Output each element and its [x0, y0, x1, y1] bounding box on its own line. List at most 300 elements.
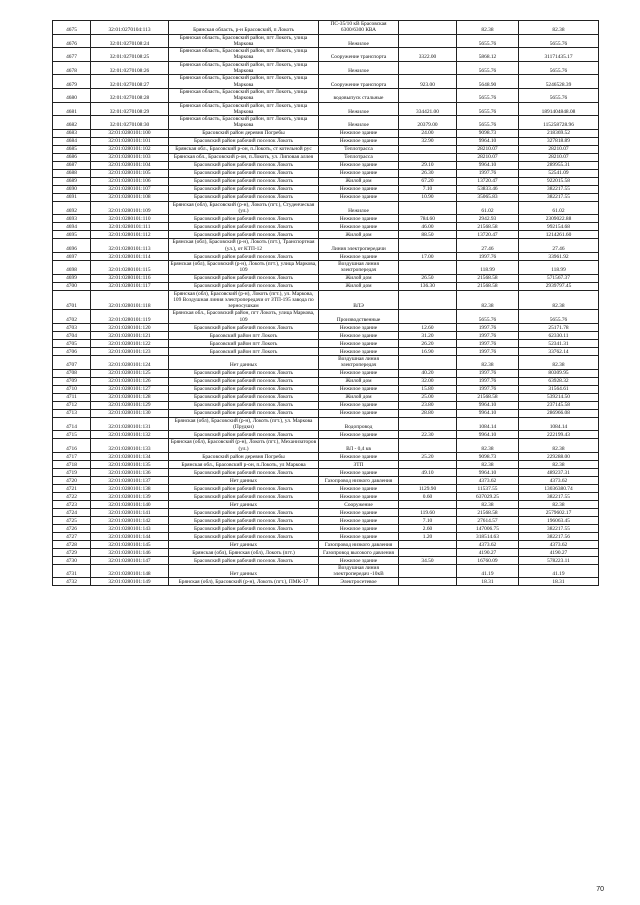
- cell-no: 4697: [53, 252, 91, 260]
- cell-name: Нежилое: [319, 201, 399, 215]
- cell-no: 4712: [53, 401, 91, 409]
- cell-name: Нежилое здание: [319, 508, 399, 516]
- cell-rate: 1997.76: [457, 369, 519, 377]
- table-row: [53, 417, 599, 431]
- cell-no: 4676: [53, 34, 91, 48]
- cell-name: Нежилое здание: [319, 223, 399, 231]
- cell-name: водовыпуск стальные: [319, 88, 399, 102]
- cell-address: Брянская область, Брасовский район, пгт Локоть, улица Маркова: [169, 75, 319, 89]
- cell-no: 4722: [53, 492, 91, 500]
- table-body: [53, 21, 599, 586]
- cell-no: 4700: [53, 282, 91, 290]
- cell-rate: 9964.10: [457, 137, 519, 145]
- cell-cadastre: 32:01:0280101:102: [91, 145, 169, 153]
- cell-cadastre: 32:01:0280101:116: [91, 274, 169, 282]
- cell-no: 4704: [53, 332, 91, 340]
- cell-address: Брасовский район рабочий поселок Локоть: [169, 137, 319, 145]
- table-row: [53, 409, 599, 417]
- cell-name: Нежилое здание: [319, 185, 399, 193]
- cell-address: Брасовский район рабочий поселок Локоть: [169, 185, 319, 193]
- cell-area: [399, 88, 457, 102]
- table-row: [53, 129, 599, 137]
- cell-no: 4692: [53, 201, 91, 215]
- cell-address: Нет данных: [169, 500, 319, 508]
- cell-address: Брасовский район деревня Погребы: [169, 129, 319, 137]
- cell-no: 4689: [53, 177, 91, 185]
- cell-name: Жилой дом: [319, 393, 399, 401]
- cell-address: Брасовский район рабочий поселок Локоть: [169, 393, 319, 401]
- table-row: [53, 385, 599, 393]
- cell-name: ВЛЭ: [319, 290, 399, 310]
- cell-name: Жилой дом: [319, 177, 399, 185]
- cell-rate: 1997.76: [457, 169, 519, 177]
- cell-name: Воздушная линия электропередач: [319, 356, 399, 370]
- cell-rate: 4190.27: [457, 548, 519, 556]
- cell-area: 2.60: [399, 524, 457, 532]
- cell-cadastre: 32:01:0280101:145: [91, 540, 169, 548]
- cell-rate: 2942.93: [457, 215, 519, 223]
- table-row: [53, 274, 599, 282]
- cell-value: 382217.55: [519, 185, 599, 193]
- cell-no: 4703: [53, 324, 91, 332]
- cell-cadastre: 32:01:0280101:121: [91, 332, 169, 340]
- cell-name: Нежилое здание: [319, 252, 399, 260]
- cell-rate: 1997.76: [457, 348, 519, 356]
- cell-name: Нежилое здание: [319, 215, 399, 223]
- cell-no: 4727: [53, 532, 91, 540]
- cell-cadastre: 32:01:0280101:101: [91, 137, 169, 145]
- cell-address: Брасовский район рабочий поселок Локоть: [169, 556, 319, 564]
- table-row: [53, 578, 599, 586]
- cell-value: 4190.27: [519, 548, 599, 556]
- cell-cadastre: 32:01:0280101:141: [91, 508, 169, 516]
- cell-address: Брасовский район рабочий поселок Локоть: [169, 524, 319, 532]
- cell-cadastre: 32:01:0280101:135: [91, 460, 169, 468]
- cell-rate: 21568.58: [457, 223, 519, 231]
- cell-no: 4688: [53, 169, 91, 177]
- cell-name: Нежилое здание: [319, 409, 399, 417]
- cell-no: 4717: [53, 452, 91, 460]
- cell-value: 33961.92: [519, 252, 599, 260]
- cell-address: Брянская область, Брасовский район, пгт Локоть, улица Маркова: [169, 88, 319, 102]
- cell-area: 26.30: [399, 169, 457, 177]
- cell-name: Водопровод: [319, 417, 399, 431]
- cell-address: Брасовский район рабочий поселок Локоть: [169, 169, 319, 177]
- cell-area: 23.80: [399, 401, 457, 409]
- cell-no: 4701: [53, 290, 91, 310]
- cell-address: Брянская (обл), Брасовский (р-н), Локоть (пгт.), улица Маркова, 109: [169, 260, 319, 274]
- cell-area: [399, 417, 457, 431]
- cell-area: 26.20: [399, 340, 457, 348]
- table-row: [53, 185, 599, 193]
- cell-address: Нет данных: [169, 356, 319, 370]
- cell-rate: 1997.76: [457, 385, 519, 393]
- cell-value: 18.31: [519, 578, 599, 586]
- cell-name: Нежилое здание: [319, 193, 399, 201]
- cell-cadastre: 32:01:0280101:112: [91, 231, 169, 239]
- cell-address: Брасовский район рабочий поселок Локоть: [169, 369, 319, 377]
- cell-value: 229288.00: [519, 452, 599, 460]
- cell-no: 4724: [53, 508, 91, 516]
- cell-address: Брасовский район рабочий поселок Локоть: [169, 401, 319, 409]
- cell-rate: 5655.76: [457, 88, 519, 102]
- cell-rate: 5655.76: [457, 61, 519, 75]
- cell-no: 4731: [53, 564, 91, 578]
- cell-rate: 82.38: [457, 439, 519, 453]
- cell-value: 489237.31: [519, 468, 599, 476]
- cell-rate: 82.38: [457, 500, 519, 508]
- cell-name: Линия электропередачи: [319, 239, 399, 253]
- cell-area: 67.20: [399, 177, 457, 185]
- cell-cadastre: 32:01:0280101:113: [91, 239, 169, 253]
- cell-name: Нежилое здание: [319, 385, 399, 393]
- cell-no: 4698: [53, 260, 91, 274]
- cell-area: 0.60: [399, 492, 457, 500]
- cell-no: 4682: [53, 116, 91, 130]
- cell-name: Газопровод низкого давления: [319, 476, 399, 484]
- cell-cadastre: 32:01:0280101:111: [91, 223, 169, 231]
- table-row: [53, 252, 599, 260]
- cell-name: Газопровод низкого давления: [319, 540, 399, 548]
- cell-no: 4706: [53, 348, 91, 356]
- cell-cadastre: 32:01:0280101:138: [91, 484, 169, 492]
- table-row: [53, 516, 599, 524]
- cell-no: 4729: [53, 548, 91, 556]
- cell-rate: 4373.62: [457, 476, 519, 484]
- table-row: [53, 116, 599, 130]
- cell-rate: 5655.76: [457, 310, 519, 324]
- cell-value: 52341.31: [519, 340, 599, 348]
- cell-address: Брасовский район рабочий поселок Локоть: [169, 193, 319, 201]
- cell-rate: 53833.46: [457, 185, 519, 193]
- cell-address: Брянская область, Брасовский район, пгт Локоть, улица Маркова: [169, 34, 319, 48]
- cell-name: Воздушная линия электропередач -10кВ: [319, 564, 399, 578]
- cell-area: 7.10: [399, 185, 457, 193]
- cell-cadastre: 32:01:0280101:144: [91, 532, 169, 540]
- cell-name: Нежилое здание: [319, 532, 399, 540]
- cell-address: Брянская область, р-н Брасовский, п Локоть: [169, 21, 319, 35]
- cell-name: ВЛ - 0,4 кв: [319, 439, 399, 453]
- cell-value: 237145.58: [519, 401, 599, 409]
- cell-no: 4725: [53, 516, 91, 524]
- cell-cadastre: 32:01:0280101:120: [91, 324, 169, 332]
- cell-rate: 637029.25: [457, 492, 519, 500]
- cell-value: 82.38: [519, 500, 599, 508]
- cell-value: 382217.55: [519, 193, 599, 201]
- cell-value: 82.38: [519, 21, 599, 35]
- cell-no: 4719: [53, 468, 91, 476]
- cell-no: 4696: [53, 239, 91, 253]
- cell-name: Нежилое здание: [319, 332, 399, 340]
- table-row: [53, 340, 599, 348]
- table-row: [53, 369, 599, 377]
- cell-name: Нежилое здание: [319, 516, 399, 524]
- cell-area: 34.50: [399, 556, 457, 564]
- cell-value: 2309022.88: [519, 215, 599, 223]
- cell-cadastre: 32:01:0280101:147: [91, 556, 169, 564]
- cell-cadastre: 32:01:0280101:105: [91, 169, 169, 177]
- table-row: [53, 290, 599, 310]
- table-row: [53, 239, 599, 253]
- cell-no: 4699: [53, 274, 91, 282]
- cell-address: Брянская (обл), Брасовский (р-н), Локоть (пгт.), ул. Маркова (Прудки): [169, 417, 319, 431]
- table-row: [53, 484, 599, 492]
- cell-rate: 35065.83: [457, 193, 519, 201]
- cell-name: Производственные: [319, 310, 399, 324]
- cell-area: 16.90: [399, 348, 457, 356]
- cell-area: 88.50: [399, 231, 457, 239]
- cell-area: 136.30: [399, 282, 457, 290]
- cell-value: 1214261.60: [519, 231, 599, 239]
- cell-no: 4709: [53, 377, 91, 385]
- cell-address: Брянская (обл), Брасовский (р-н), Локоть (пгт.), Студенческая (ул.): [169, 201, 319, 215]
- cell-name: Сооружение транспорта: [319, 48, 399, 62]
- cell-cadastre: 32:01:0270108:27: [91, 75, 169, 89]
- cell-name: Нежилое здание: [319, 324, 399, 332]
- cell-value: 63928.32: [519, 377, 599, 385]
- cell-value: 31171435.17: [519, 48, 599, 62]
- cell-no: 4720: [53, 476, 91, 484]
- table-row: [53, 564, 599, 578]
- cell-area: 15.80: [399, 385, 457, 393]
- table-row: [53, 548, 599, 556]
- cell-cadastre: 32:01:0280101:128: [91, 393, 169, 401]
- cell-address: Брянская (обл), Брасовский (р-н), Локоть (пгт.), ПМК-17: [169, 578, 319, 586]
- cell-rate: 9964.10: [457, 401, 519, 409]
- cell-no: 4711: [53, 393, 91, 401]
- table-row: [53, 61, 599, 75]
- cell-no: 4715: [53, 431, 91, 439]
- cell-area: [399, 145, 457, 153]
- cell-rate: 9098.73: [457, 129, 519, 137]
- cell-name: Нежилое здание: [319, 161, 399, 169]
- cell-area: [399, 548, 457, 556]
- cell-value: 4373.62: [519, 476, 599, 484]
- cell-address: Брасовский район рабочий поселок Локоть: [169, 252, 319, 260]
- cell-value: 1084.14: [519, 417, 599, 431]
- cell-area: 24.00: [399, 129, 457, 137]
- cell-rate: 28210.07: [457, 145, 519, 153]
- cell-name: Нежилое: [319, 102, 399, 116]
- table-row: [53, 508, 599, 516]
- cell-name: ПС-35/10 кВ Брасовская 6300/6300 КВА: [319, 21, 399, 35]
- cell-name: Жилой дом: [319, 377, 399, 385]
- cell-no: 4690: [53, 185, 91, 193]
- table-row: [53, 137, 599, 145]
- cell-no: 4705: [53, 340, 91, 348]
- table-row: [53, 169, 599, 177]
- table-row: [53, 532, 599, 540]
- table-row: [53, 492, 599, 500]
- cell-cadastre: 32:01:0280101:100: [91, 129, 169, 137]
- cell-rate: 82.38: [457, 21, 519, 35]
- cell-value: 82.38: [519, 439, 599, 453]
- table-row: [53, 393, 599, 401]
- cell-rate: 9964.10: [457, 468, 519, 476]
- cell-area: 31.20: [399, 332, 457, 340]
- cell-area: [399, 476, 457, 484]
- table-row: [53, 377, 599, 385]
- cell-cadastre: 32:01:0280101:107: [91, 185, 169, 193]
- cell-name: Жилой дом: [319, 231, 399, 239]
- cell-address: Брянская область, Брасовский район, пгт Локоть, улица Маркова: [169, 116, 319, 130]
- cell-no: 4685: [53, 145, 91, 153]
- cell-name: Нежилое здание: [319, 452, 399, 460]
- cell-cadastre: 32:01:0280101:149: [91, 578, 169, 586]
- cell-cadastre: 32:01:0270104:113: [91, 21, 169, 35]
- cell-name: Нежилое здание: [319, 492, 399, 500]
- table-row: [53, 282, 599, 290]
- cell-cadastre: 32:01:0280101:126: [91, 377, 169, 385]
- table-row: [53, 48, 599, 62]
- table-row: [53, 145, 599, 153]
- cell-address: Брянская область, Брасовский район, пгт Локоть, улица Маркова: [169, 48, 319, 62]
- cell-area: 923.00: [399, 75, 457, 89]
- cell-no: 4726: [53, 524, 91, 532]
- table-row: [53, 193, 599, 201]
- cell-name: Нежилое здание: [319, 468, 399, 476]
- cell-value: 922015.58: [519, 177, 599, 185]
- cell-address: Брасовский район рабочий поселок Локоть: [169, 431, 319, 439]
- cell-cadastre: 32:01:0280101:137: [91, 476, 169, 484]
- cell-value: 5655.76: [519, 61, 599, 75]
- table-row: [53, 34, 599, 48]
- table-row: [53, 356, 599, 370]
- cell-rate: 9964.10: [457, 409, 519, 417]
- cell-value: 25171.78: [519, 324, 599, 332]
- cell-value: 196063.45: [519, 516, 599, 524]
- cell-value: 62330.11: [519, 332, 599, 340]
- cell-value: 222199.43: [519, 431, 599, 439]
- table-row: [53, 401, 599, 409]
- cell-address: Брасовский район рабочий поселок Локоть: [169, 484, 319, 492]
- cell-cadastre: 32:01:0280101:114: [91, 252, 169, 260]
- cell-address: Брасовский район рабочий поселок Локоть: [169, 532, 319, 540]
- cell-value: 286966.08: [519, 409, 599, 417]
- cell-address: Брасовский район рабочий поселок Локоть: [169, 223, 319, 231]
- cell-rate: 82.38: [457, 356, 519, 370]
- cell-rate: 21568.58: [457, 282, 519, 290]
- cell-area: [399, 460, 457, 468]
- cell-cadastre: 32:01:0280101:122: [91, 340, 169, 348]
- cell-name: Нежилое здание: [319, 556, 399, 564]
- table-row: [53, 161, 599, 169]
- cell-cadastre: 32:01:0280101:139: [91, 492, 169, 500]
- cell-rate: 28210.07: [457, 153, 519, 161]
- cell-address: Брасовский район рабочий поселок Локоть: [169, 161, 319, 169]
- cell-area: [399, 578, 457, 586]
- cell-area: 1129.90: [399, 484, 457, 492]
- cell-cadastre: 32:01:0280101:140: [91, 500, 169, 508]
- cell-value: 61.02: [519, 201, 599, 215]
- table-row: [53, 439, 599, 453]
- cell-area: [399, 356, 457, 370]
- cell-name: Сооружение транспорта: [319, 75, 399, 89]
- table-row: [53, 348, 599, 356]
- cell-address: Брянская (обл), Брянская (обл), Локоть (пгт.): [169, 548, 319, 556]
- cell-value: 571567.37: [519, 274, 599, 282]
- cell-no: 4702: [53, 310, 91, 324]
- cell-area: 1.20: [399, 532, 457, 540]
- table-row: [53, 215, 599, 223]
- table-row: [53, 75, 599, 89]
- cell-area: [399, 61, 457, 75]
- cell-name: Жилой дом: [319, 274, 399, 282]
- cell-area: 28.80: [399, 409, 457, 417]
- cell-cadastre: 32:01:0280101:133: [91, 439, 169, 453]
- cell-address: Брасовский район рабочий поселок Локоть: [169, 385, 319, 393]
- cell-value: 52541.09: [519, 169, 599, 177]
- cell-area: [399, 239, 457, 253]
- cell-rate: 9098.73: [457, 452, 519, 460]
- cell-rate: 16760.09: [457, 556, 519, 564]
- cell-no: 4693: [53, 215, 91, 223]
- cell-value: 539214.50: [519, 393, 599, 401]
- cell-cadastre: 32:01:0280101:129: [91, 401, 169, 409]
- cell-cadastre: 32:01:0280101:134: [91, 452, 169, 460]
- cell-rate: 1084.14: [457, 417, 519, 431]
- cell-area: 7.10: [399, 516, 457, 524]
- cell-cadastre: 32:01:0280101:106: [91, 177, 169, 185]
- table-row: [53, 260, 599, 274]
- cell-value: 41.19: [519, 564, 599, 578]
- cell-value: 1891404848.08: [519, 102, 599, 116]
- cell-address: Брянская область, Брасовский район, пгт Локоть, улица Маркова: [169, 102, 319, 116]
- cell-address: Брянская обл., Брасовский район, пгт Локоть, улица Маркова, 109: [169, 310, 319, 324]
- cell-area: 119.60: [399, 508, 457, 516]
- cell-cadastre: 32:01:0280101:142: [91, 516, 169, 524]
- cell-address: Брасовский район рабочий поселок Локоть: [169, 409, 319, 417]
- cell-area: 20379.00: [399, 116, 457, 130]
- cell-rate: 27614.57: [457, 516, 519, 524]
- cell-no: 4718: [53, 460, 91, 468]
- cell-address: Брасовский район деревня Погребы: [169, 452, 319, 460]
- cadastre-table: [52, 20, 599, 586]
- table-row: [53, 556, 599, 564]
- cell-no: 4723: [53, 500, 91, 508]
- cell-address: Брянская (обл), Брасовский (р-н), Локоть (пгт.), Транспортная (ул.), от КТП-12: [169, 239, 319, 253]
- cell-cadastre: 32:01:0280101:108: [91, 193, 169, 201]
- cell-rate: 5868.12: [457, 48, 519, 62]
- cell-cadastre: 32:01:0280101:125: [91, 369, 169, 377]
- cell-value: 28210.07: [519, 145, 599, 153]
- table-row: [53, 201, 599, 215]
- cell-area: 12.60: [399, 324, 457, 332]
- cell-area: [399, 290, 457, 310]
- cell-cadastre: 32:01:0270108:26: [91, 61, 169, 75]
- cell-area: 10.90: [399, 193, 457, 201]
- cell-rate: 82.38: [457, 290, 519, 310]
- cell-cadastre: 32:01:0280101:110: [91, 215, 169, 223]
- cell-name: Нежилое здание: [319, 369, 399, 377]
- cell-no: 4687: [53, 161, 91, 169]
- table-row: [53, 476, 599, 484]
- cell-address: Брянская обл., Брасовский р-он, п.Локоть, ул Маркова: [169, 460, 319, 468]
- cell-no: 4683: [53, 129, 91, 137]
- cell-value: 2579602.17: [519, 508, 599, 516]
- table-row: [53, 460, 599, 468]
- cell-name: Теплотрасса: [319, 145, 399, 153]
- table-row: [53, 468, 599, 476]
- cell-address: Брасовский район пгт Локоть: [169, 332, 319, 340]
- cell-area: [399, 439, 457, 453]
- cell-area: [399, 310, 457, 324]
- table-row: [53, 332, 599, 340]
- cell-cadastre: 32:01:0280101:148: [91, 564, 169, 578]
- cell-name: Нежилое здание: [319, 348, 399, 356]
- cell-cadastre: 32:01:0280101:124: [91, 356, 169, 370]
- cell-rate: 118.99: [457, 260, 519, 274]
